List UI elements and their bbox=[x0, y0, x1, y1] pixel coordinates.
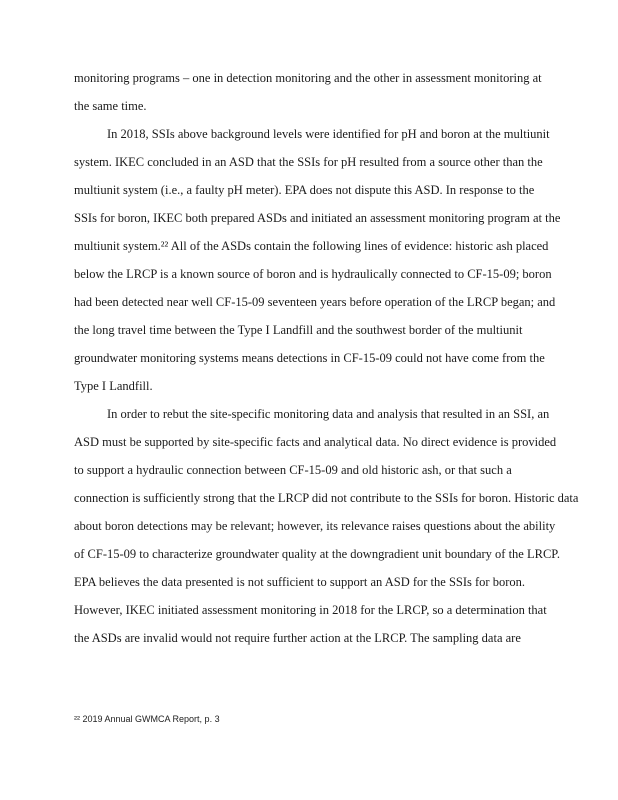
body-line: multiunit system.²² All of the ASDs contain the following lines of evidence: historic ash placed bbox=[74, 239, 549, 253]
body-line: However, IKEC initiated assessment monitoring in 2018 for the LRCP, so a determination that bbox=[74, 603, 547, 617]
body-line: the long travel time between the Type I Landfill and the southwest border of the multiunit bbox=[74, 323, 523, 337]
body-line: the ASDs are invalid would not require further action at the LRCP. The sampling data are bbox=[74, 631, 521, 645]
body-line: about boron detections may be relevant; however, its relevance raises questions about the ability bbox=[74, 519, 556, 533]
body-line: SSIs for boron, IKEC both prepared ASDs and initiated an assessment monitoring program at the bbox=[74, 211, 561, 225]
body-line: the same time. bbox=[74, 99, 147, 113]
body-line: connection is sufficiently strong that the LRCP did not contribute to the SSIs for boron. Historic data bbox=[74, 491, 579, 505]
body-line: to support a hydraulic connection between CF-15-09 and old historic ash, or that such a bbox=[74, 463, 512, 477]
paragraph-start-line: In 2018, SSIs above background levels were identified for pH and boron at the multiunit bbox=[107, 127, 550, 141]
body-line: below the LRCP is a known source of boron and is hydraulically connected to CF-15-09; boron bbox=[74, 267, 552, 281]
body-line: of CF-15-09 to characterize groundwater quality at the downgradient unit boundary of the LRCP. bbox=[74, 547, 560, 561]
body-line: ASD must be supported by site-specific facts and analytical data. No direct evidence is provided bbox=[74, 435, 557, 449]
body-line: had been detected near well CF-15-09 seventeen years before operation of the LRCP began; and bbox=[74, 295, 556, 309]
footnote: ²² 2019 Annual GWMCA Report, p. 3 bbox=[74, 714, 220, 724]
body-line: EPA believes the data presented is not sufficient to support an ASD for the SSIs for boron. bbox=[74, 575, 525, 589]
body-line: system. IKEC concluded in an ASD that the SSIs for pH resulted from a source other than the bbox=[74, 155, 543, 169]
body-line: groundwater monitoring systems means detections in CF-15-09 could not have come from the bbox=[74, 351, 545, 365]
paragraph-start-line: In order to rebut the site-specific monitoring data and analysis that resulted in an SSI, an bbox=[107, 407, 550, 421]
body-line: multiunit system (i.e., a faulty pH meter). EPA does not dispute this ASD. In response to the bbox=[74, 183, 535, 197]
body-line: Type I Landfill. bbox=[74, 379, 153, 393]
body-line: monitoring programs – one in detection monitoring and the other in assessment monitoring at bbox=[74, 71, 542, 85]
